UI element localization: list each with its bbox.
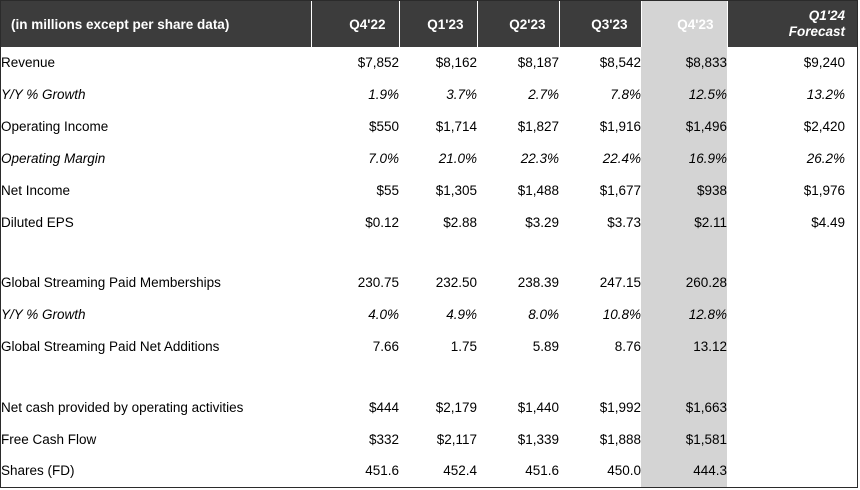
cell-q124 — [727, 267, 857, 299]
cell-q223: 451.6 — [525, 463, 559, 479]
cell-q423: 12.8% — [641, 299, 727, 331]
cell-q123: 232.50 — [435, 275, 477, 291]
cell-q423 — [641, 238, 727, 267]
cell-q422: $55 — [376, 183, 399, 198]
table-row — [1, 47, 857, 79]
table-row — [1, 267, 857, 299]
cell-q323: $1,677 — [599, 183, 641, 198]
cell-q223 — [477, 238, 559, 267]
column-header-q124-forecast — [727, 1, 857, 47]
cell-q123: $2,117 — [436, 431, 477, 447]
column-header-q123: Q1'23 — [399, 1, 477, 47]
cell-q223: 238.39 — [517, 275, 559, 291]
cell-q422: $0.12 — [365, 214, 399, 230]
cell-q323: 10.8% — [602, 307, 641, 323]
row-label — [1, 238, 311, 267]
table-body — [1, 47, 857, 487]
cell-q223: $1,488 — [517, 183, 559, 198]
financial-summary-table — [1, 1, 857, 487]
cell-q223: 22.3% — [520, 151, 559, 167]
row-label: Global Streaming Paid Net Additions — [1, 339, 220, 355]
cell-q124: 26.2% — [806, 151, 845, 167]
cell-q123: 3.7% — [446, 87, 477, 103]
cell-q124 — [727, 299, 857, 331]
cell-q323: $3.73 — [607, 214, 641, 230]
cell-q422: $550 — [368, 119, 399, 135]
cell-q423: 444.3 — [641, 455, 727, 487]
cell-q124 — [727, 455, 857, 487]
cell-q423: $1,663 — [641, 391, 727, 423]
table-header — [1, 1, 857, 47]
cell-q422: $332 — [368, 431, 399, 447]
cell-q323: $8,542 — [599, 55, 641, 71]
table-row — [1, 331, 857, 363]
cell-q223: $3.29 — [525, 214, 559, 230]
cell-q123: $2,179 — [435, 399, 477, 415]
cell-q123: 21.0% — [438, 151, 477, 167]
cell-q323: 8.76 — [614, 339, 641, 355]
cell-q323 — [559, 238, 641, 267]
cell-q223: $1,827 — [517, 119, 559, 135]
table-row — [1, 175, 857, 207]
table-row — [1, 111, 857, 143]
cell-q422: $7,852 — [357, 55, 399, 71]
cell-q123: $8,162 — [435, 55, 477, 71]
cell-q423: 12.5% — [641, 79, 727, 111]
cell-q124: 13.2% — [806, 87, 845, 103]
row-label: Net Income — [1, 183, 71, 198]
row-label: Y/Y % Growth — [1, 87, 86, 103]
cell-q423: 260.28 — [641, 267, 727, 299]
cell-q223: 2.7% — [528, 87, 559, 103]
row-label: Revenue — [1, 55, 56, 71]
row-label: Operating Margin — [1, 151, 106, 167]
row-label: Net cash provided by operating activities — [1, 399, 244, 415]
row-label: Global Streaming Paid Memberships — [1, 275, 221, 291]
cell-q123: 1.75 — [450, 339, 477, 355]
cell-q323: 450.0 — [607, 463, 641, 479]
row-label: Diluted EPS — [1, 214, 74, 230]
cell-q223: $8,187 — [517, 55, 559, 71]
cell-q123: 4.9% — [446, 307, 477, 323]
cell-q124 — [727, 423, 857, 455]
table-spacer-row — [1, 363, 857, 392]
row-label: Free Cash Flow — [1, 431, 97, 447]
column-header-q323: Q3'23 — [559, 1, 641, 47]
cell-q223: 8.0% — [528, 307, 559, 323]
cell-q124 — [727, 238, 857, 267]
row-label: Shares (FD) — [1, 463, 75, 479]
cell-q223: 5.89 — [532, 339, 559, 355]
cell-q124: $4.49 — [811, 214, 845, 230]
cell-q223: $1,440 — [517, 399, 559, 415]
cell-q423: $1,581 — [641, 423, 727, 455]
cell-q124: $2,420 — [803, 119, 845, 135]
cell-q223 — [477, 363, 559, 392]
cell-q123: $1,305 — [435, 183, 477, 198]
cell-q423: $1,496 — [641, 111, 727, 143]
cell-q123: 452.4 — [443, 463, 477, 479]
cell-q422: 451.6 — [365, 463, 399, 479]
column-header-q223: Q2'23 — [477, 1, 559, 47]
table-caption: (in millions except per share data) — [1, 1, 311, 47]
cell-q223: $1,339 — [517, 431, 559, 447]
cell-q124: $9,240 — [803, 55, 845, 71]
table-row — [1, 143, 857, 175]
cell-q323: $1,992 — [599, 399, 641, 415]
cell-q423: 16.9% — [641, 143, 727, 175]
cell-q422: 7.0% — [368, 151, 399, 167]
cell-q323: $1,888 — [599, 431, 641, 447]
cell-q422: $444 — [368, 399, 399, 415]
column-header-q423: Q4'23 — [641, 1, 727, 47]
table-row — [1, 206, 857, 238]
table-row — [1, 455, 857, 487]
cell-q423: $8,833 — [641, 47, 727, 79]
cell-q323 — [559, 363, 641, 392]
cell-q124 — [727, 331, 857, 363]
row-label: Operating Income — [1, 119, 109, 135]
cell-q323: $1,916 — [599, 119, 641, 135]
table-row — [1, 391, 857, 423]
cell-q422: 230.75 — [357, 275, 399, 291]
column-header-q124-forecast-label: Forecast — [788, 24, 845, 39]
row-label: Y/Y % Growth — [1, 307, 86, 323]
cell-q123 — [399, 363, 477, 392]
cell-q422: 4.0% — [368, 307, 399, 323]
table-row — [1, 423, 857, 455]
cell-q422 — [311, 363, 399, 392]
cell-q124 — [727, 363, 857, 392]
cell-q123: $1,714 — [435, 119, 477, 135]
cell-q423 — [641, 363, 727, 392]
cell-q423: 13.12 — [641, 331, 727, 363]
cell-q123: $2.88 — [443, 214, 477, 230]
row-label — [1, 363, 311, 392]
table-row — [1, 299, 857, 331]
cell-q422: 7.66 — [372, 339, 399, 355]
cell-q323: 22.4% — [602, 151, 641, 167]
cell-q422: 1.9% — [368, 87, 399, 103]
table-spacer-row — [1, 238, 857, 267]
cell-q124: $1,976 — [803, 183, 845, 198]
cell-q124 — [727, 391, 857, 423]
column-header-q124-period: Q1'24 — [808, 8, 845, 24]
table-header-row — [1, 1, 857, 47]
column-header-q422: Q4'22 — [311, 1, 399, 47]
cell-q123 — [399, 238, 477, 267]
cell-q323: 247.15 — [599, 275, 641, 291]
cell-q423: $938 — [641, 175, 727, 207]
cell-q323: 7.8% — [610, 87, 641, 103]
cell-q422 — [311, 238, 399, 267]
cell-q423: $2.11 — [641, 206, 727, 238]
table-row — [1, 79, 857, 111]
